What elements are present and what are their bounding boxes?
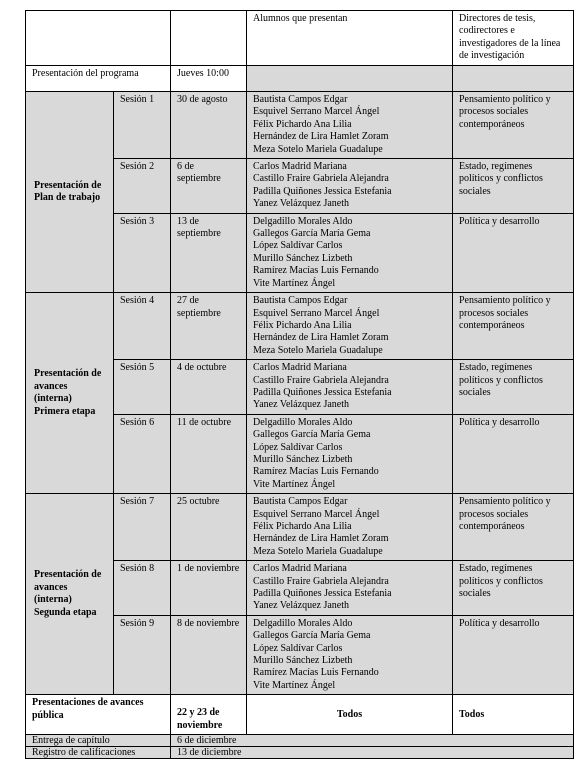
- student-name: Bautista Campos Edgar: [253, 295, 348, 307]
- session-name: Sesión 5: [114, 360, 171, 415]
- student-name: Padilla Quiñones Jessica Estefania: [253, 588, 392, 600]
- chapter-date: 6 de diciembre: [171, 735, 574, 747]
- research-line: Estado, regímenes políticos y conflictos sociales: [453, 360, 574, 415]
- header-empty-cell: [26, 11, 171, 66]
- session-date: 8 de noviembre: [171, 615, 247, 694]
- student-name: Meza Sotelo Mariela Guadalupe: [253, 545, 383, 557]
- chapter-row: [26, 735, 574, 747]
- public-students: Todos: [247, 695, 453, 735]
- public-date: 22 y 23 de noviembre: [171, 695, 247, 735]
- student-name: Vite Martínez Ángel: [253, 478, 336, 490]
- program-row: [26, 66, 574, 92]
- schedule-table: [25, 10, 574, 759]
- public-row: [26, 695, 574, 735]
- student-name: Meza Sotelo Mariela Guadalupe: [253, 344, 383, 356]
- session-name: Sesión 8: [114, 561, 171, 616]
- student-name: Carlos Madrid Mariana: [253, 563, 347, 575]
- session-name: Sesión 9: [114, 615, 171, 694]
- grades-date: 13 de diciembre: [171, 747, 574, 759]
- student-name: Delgadillo Morales Aldo: [253, 617, 353, 629]
- block-title: Presentación de Plan de trabajo: [26, 92, 114, 293]
- session-date: 30 de agosto: [171, 92, 247, 159]
- student-name: Gallegos García María Gema: [253, 228, 371, 240]
- session-name: Sesión 2: [114, 159, 171, 214]
- student-name: Padilla Quiñones Jessica Estefania: [253, 185, 392, 197]
- program-students-cell: [247, 66, 453, 92]
- session-date: 6 de septiembre: [171, 159, 247, 214]
- research-line: Pensamiento político y procesos sociales contemporáneos: [453, 92, 574, 159]
- grades-row: [26, 747, 574, 759]
- student-name: Hernández de Lira Hamlet Zoram: [253, 533, 389, 545]
- program-directors-cell: [453, 66, 574, 92]
- student-name: Ramírez Macías Luis Fernando: [253, 667, 379, 679]
- session-name: Sesión 6: [114, 414, 171, 493]
- session-students: [247, 159, 453, 214]
- student-name: Castillo Fraire Gabriela Alejandra: [253, 575, 389, 587]
- student-name: Meza Sotelo Mariela Guadalupe: [253, 143, 383, 155]
- chapter-label: Entrega de capítulo: [26, 735, 171, 747]
- research-line: Estado, regímenes políticos y conflictos sociales: [453, 159, 574, 214]
- program-label: Presentación del programa: [26, 66, 171, 92]
- student-name: López Saldívar Carlos: [253, 441, 343, 453]
- student-name: Yanez Velázquez Janeth: [253, 600, 349, 612]
- student-name: López Saldívar Carlos: [253, 240, 343, 252]
- session-students: [247, 414, 453, 493]
- session-date: 25 octubre: [171, 494, 247, 561]
- student-name: Félix Pichardo Ana Lilia: [253, 118, 352, 130]
- research-line: Pensamiento político y procesos sociales contemporáneos: [453, 494, 574, 561]
- student-name: Félix Pichardo Ana Lilia: [253, 319, 352, 331]
- research-line: Pensamiento político y procesos sociales contemporáneos: [453, 293, 574, 360]
- student-name: Vite Martínez Ángel: [253, 277, 336, 289]
- student-name: Esquivel Serrano Marcel Ángel: [253, 106, 380, 118]
- session-date: 4 de octubre: [171, 360, 247, 415]
- public-label: Presentaciones de avances pública: [26, 695, 171, 735]
- student-name: Hernández de Lira Hamlet Zoram: [253, 131, 389, 143]
- session-students: [247, 561, 453, 616]
- session-row: [26, 494, 574, 561]
- student-name: Padilla Quiñones Jessica Estefania: [253, 386, 392, 398]
- student-name: Gallegos García María Gema: [253, 429, 371, 441]
- student-name: López Saldívar Carlos: [253, 642, 343, 654]
- session-students: [247, 293, 453, 360]
- research-line: Política y desarrollo: [453, 615, 574, 694]
- session-students: [247, 360, 453, 415]
- research-line: Política y desarrollo: [453, 414, 574, 493]
- student-name: Murillo Sánchez Lizbeth: [253, 453, 353, 465]
- student-name: Ramírez Macías Luis Fernando: [253, 466, 379, 478]
- session-date: 11 de octubre: [171, 414, 247, 493]
- student-name: Yanez Velázquez Janeth: [253, 198, 349, 210]
- student-name: Bautista Campos Edgar: [253, 94, 348, 105]
- student-name: Carlos Madrid Mariana: [253, 362, 347, 374]
- research-line: Política y desarrollo: [453, 213, 574, 292]
- student-name: Félix Pichardo Ana Lilia: [253, 521, 352, 532]
- student-name: Gallegos García María Gema: [253, 630, 371, 642]
- student-name: Castillo Fraire Gabriela Alejandra: [253, 374, 389, 386]
- session-date: 27 de septiembre: [171, 293, 247, 360]
- student-name: Murillo Sánchez Lizbeth: [253, 252, 353, 264]
- public-directors: Todos: [453, 695, 574, 735]
- student-name: Hernández de Lira Hamlet Zoram: [253, 332, 389, 344]
- session-row: [26, 293, 574, 360]
- research-line: Estado, regímenes políticos y conflictos sociales: [453, 561, 574, 616]
- block-title: Presentación de avances (interna) Primera etapa: [26, 293, 114, 494]
- session-row: [26, 92, 574, 159]
- header-date-cell: [171, 11, 247, 66]
- student-name: Delgadillo Morales Aldo: [253, 215, 353, 227]
- session-name: Sesión 7: [114, 494, 171, 561]
- student-name: Bautista Campos Edgar: [253, 496, 348, 508]
- student-name: Delgadillo Morales Aldo: [253, 416, 353, 428]
- session-students: [247, 494, 453, 561]
- header-row: [26, 11, 574, 66]
- grades-label: Registro de calificaciones: [26, 747, 171, 759]
- student-name: Murillo Sánchez Lizbeth: [253, 655, 353, 667]
- session-name: Sesión 3: [114, 213, 171, 292]
- session-students: [247, 213, 453, 292]
- session-name: Sesión 4: [114, 293, 171, 360]
- header-directors: Directores de tesis, codirectores e investigadores de la línea de investigación: [453, 11, 574, 66]
- student-name: Ramírez Macías Luis Fernando: [253, 265, 379, 277]
- student-name: Esquivel Serrano Marcel Ángel: [253, 508, 380, 520]
- session-students: [247, 615, 453, 694]
- session-date: 13 de septiembre: [171, 213, 247, 292]
- session-date: 1 de noviembre: [171, 561, 247, 616]
- student-name: Castillo Fraire Gabriela Alejandra: [253, 173, 389, 185]
- header-students: Alumnos que presentan: [247, 11, 453, 66]
- block-title: Presentación de avances (interna) Segunda etapa: [26, 494, 114, 695]
- student-name: Vite Martínez Ángel: [253, 679, 336, 691]
- student-name: Carlos Madrid Mariana: [253, 161, 347, 173]
- session-students: [247, 92, 453, 159]
- student-name: Yanez Velázquez Janeth: [253, 399, 349, 411]
- student-name: Esquivel Serrano Marcel Ángel: [253, 307, 380, 319]
- session-name: Sesión 1: [114, 92, 171, 159]
- program-date: Jueves 10:00: [171, 66, 247, 92]
